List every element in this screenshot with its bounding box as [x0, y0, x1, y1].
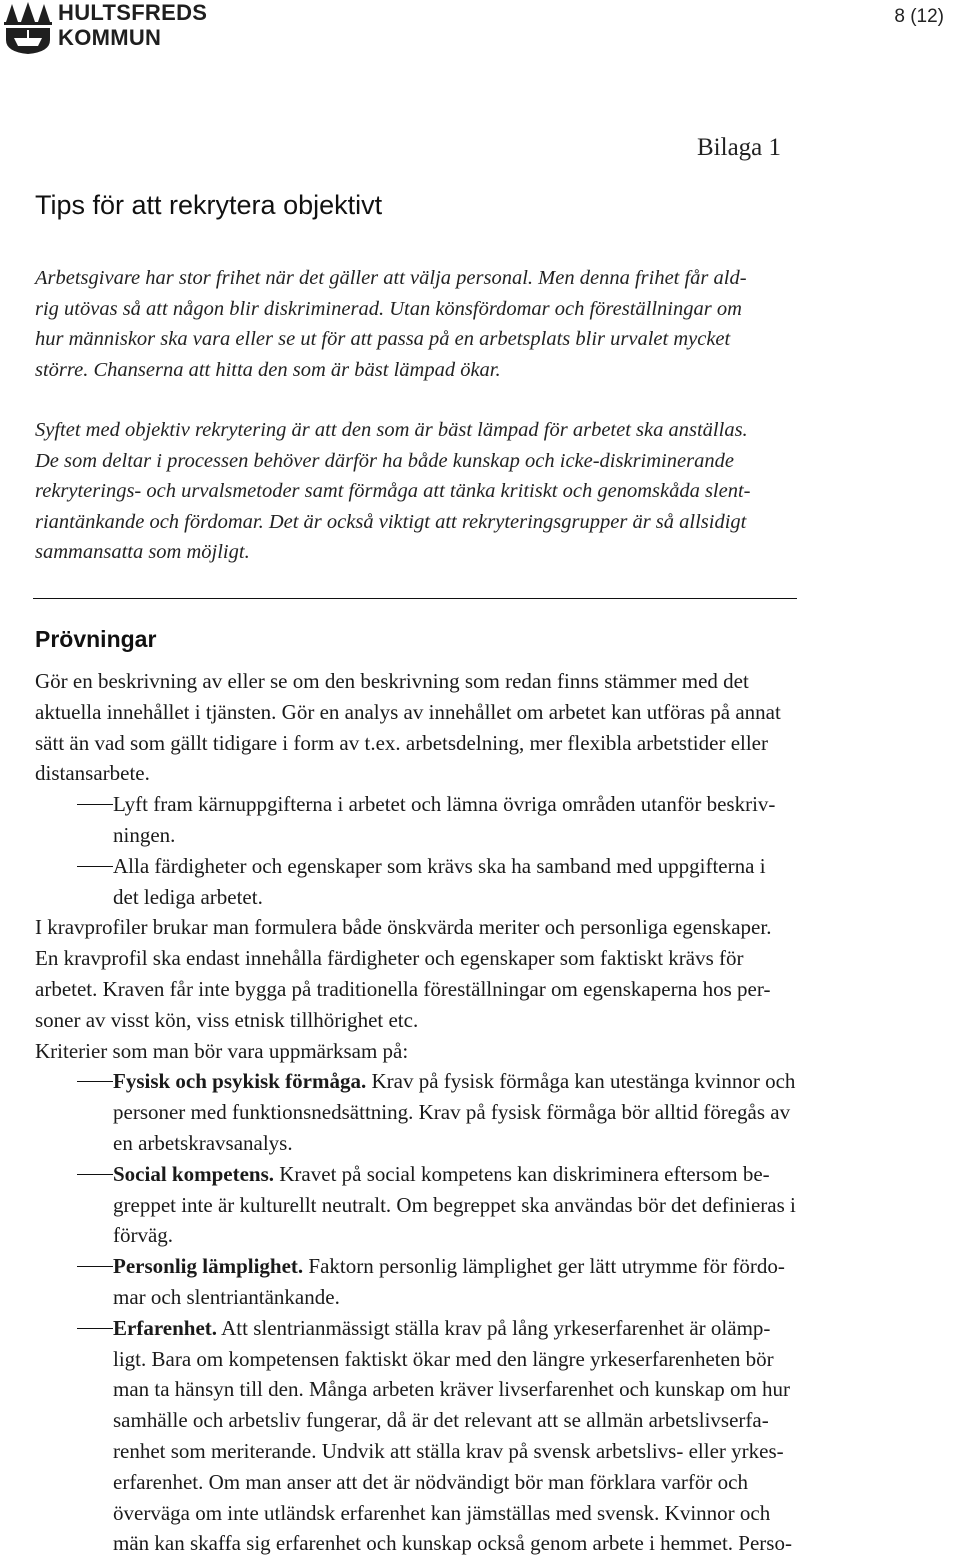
text-line: Arbetsgivare har stor frihet när det gäller att välja personal. Men denna frihet får ald- — [35, 267, 747, 289]
text-line: hur människor ska vara eller se ut för att passa på en arbetsplats blir urvalet mycket — [35, 328, 731, 350]
criterion-item — [35, 1066, 960, 1158]
dash-list-item — [35, 851, 960, 913]
text-line: rig utövas så att någon blir diskriminerad. Utan könsfördomar och föreställningar om — [35, 297, 742, 320]
text-line — [113, 1251, 960, 1282]
text-line — [113, 1159, 960, 1190]
dash-list-item — [35, 789, 960, 851]
text-line: renhet som meriterande. Undvik att ställa krav på svensk arbetslivs- eller yrkes- — [113, 1438, 784, 1463]
page-number: 8 (12) — [894, 6, 944, 27]
dash-bullet-icon — [77, 1328, 113, 1329]
text-line: personer med funktionsnedsättning. Krav på fysisk förmåga bör alltid föregås av — [113, 1100, 791, 1125]
logo-line-2: KOMMUN — [58, 25, 162, 50]
municipality-emblem-icon — [4, 0, 52, 54]
section-body — [35, 666, 960, 1559]
criterion-item — [35, 1251, 960, 1313]
section-divider — [33, 598, 797, 599]
text-line: samhälle och arbetsliv fungerar, då är det relevant att se allmän arbetslivserfa- — [113, 1408, 769, 1433]
text-line: erfarenhet. Om man anser att det är nödvändigt bör man förklara varför och — [113, 1469, 748, 1494]
intro-paragraph-2 — [35, 415, 955, 568]
text-line: Kriterier som man bör vara uppmärksam på: — [35, 1038, 409, 1063]
criterion-term: Fysisk och psykisk förmåga. — [113, 1069, 367, 1094]
text-line: De som deltar i processen behöver därför ha både kunskap och icke-diskriminerande — [35, 449, 734, 472]
dash-bullet-icon — [77, 1266, 113, 1267]
text-line: Syftet med objektiv rekrytering är att den som är bäst lämpad för arbetet ska anställas. — [35, 419, 748, 441]
dash-bullet-icon — [77, 804, 113, 805]
criterion-text: Faktorn personlig lämplighet ger lätt utrymme för fördo- — [303, 1254, 785, 1279]
criterion-term: Personlig lämplighet. — [113, 1254, 304, 1279]
text-line: sammansatta som möjligt. — [35, 541, 250, 563]
dash-bullet-icon — [77, 1081, 113, 1082]
text-line: förväg. — [113, 1223, 174, 1248]
criterion-text: Kravet på social kompetens kan diskriminera eftersom be- — [274, 1161, 770, 1186]
text-line: ningen. — [113, 822, 176, 847]
text-line: män kan skaffa sig erfarenhet och kunskap också genom arbete i hemmet. Perso- — [113, 1531, 792, 1556]
text-line: soner av visst kön, viss etnisk tillhörighet etc. — [35, 1007, 419, 1032]
criterion-term: Social kompetens. — [113, 1161, 275, 1186]
municipality-logo — [4, 0, 208, 56]
criterion-text: Att slentrianmässigt ställa krav på lång yrkeserfarenhet är olämp- — [217, 1315, 771, 1340]
text-line: man ta hänsyn till den. Många arbeten kräver livserfarenhet och kunskap om hur — [113, 1377, 791, 1402]
intro-paragraph-1 — [35, 263, 955, 385]
text-line — [113, 1313, 960, 1344]
text-line: distansarbete. — [35, 761, 150, 786]
dash-bullet-icon — [77, 1174, 113, 1175]
appendix-label: Bilaga 1 — [697, 134, 782, 161]
criterion-item — [35, 1159, 960, 1251]
text-line: överväga om inte utländsk erfarenhet kan jämställas med svensk. Kvinnor och — [113, 1500, 771, 1525]
text-line: en arbetskravsanalys. — [113, 1130, 293, 1155]
text-line: större. Chanserna att hitta den som är bäst lämpad ökar. — [35, 358, 501, 381]
text-line: Gör en beskrivning av eller se om den beskrivning som redan finns stämmer med det — [35, 669, 749, 693]
section-heading: Prövningar — [35, 626, 157, 652]
text-line — [113, 1066, 960, 1097]
text-line: I kravprofiler brukar man formulera både önskvärda meriter och personliga egenskaper. — [35, 915, 772, 940]
criterion-item — [35, 1313, 960, 1559]
page-title: Tips för att rekrytera objektivt — [35, 190, 383, 220]
text-line: greppet inte är kulturellt neutralt. Om begreppet ska användas bör det definieras i — [113, 1192, 796, 1217]
text-line: arbetet. Kraven får inte bygga på traditionella föreställningar om egenskaperna hos per- — [35, 976, 771, 1001]
text-line: Alla färdigheter och egenskaper som krävs ska ha samband med uppgifterna i — [113, 853, 766, 878]
criterion-term: Erfarenhet. — [113, 1315, 218, 1340]
text-line: det lediga arbetet. — [113, 884, 263, 909]
text-line: ligt. Bara om kompetensen faktiskt ökar med den längre yrkeserfarenheten bör — [113, 1346, 774, 1371]
text-line: aktuella innehållet i tjänsten. Gör en analys av innehållet om arbetet kan utföras på annat — [35, 699, 781, 724]
text-line: riantänkande och fördomar. Det är också viktigt att rekryteringsgrupper är så allsidigt — [35, 510, 747, 533]
text-line: mar och slentriantänkande. — [113, 1284, 340, 1309]
criterion-text: Krav på fysisk förmåga kan utestänga kvinnor och — [366, 1069, 796, 1094]
dash-bullet-icon — [77, 866, 113, 867]
text-line: sätt än vad som gällt tidigare i form av t.ex. arbetsdelning, mer flexibla arbetstider eller — [35, 730, 769, 755]
text-line: rekryterings- och urvalsmetoder samt förmåga att tänka kritiskt och genomskåda slent- — [35, 480, 751, 502]
logo-line-1: HULTSFREDS — [58, 0, 208, 25]
text-line: Lyft fram kärnuppgifterna i arbetet och lämna övriga områden utanför beskriv- — [113, 792, 776, 817]
logo-wordmark — [58, 0, 207, 50]
text-line: En kravprofil ska endast innehålla färdigheter och egenskaper som faktiskt krävs för — [35, 946, 744, 971]
